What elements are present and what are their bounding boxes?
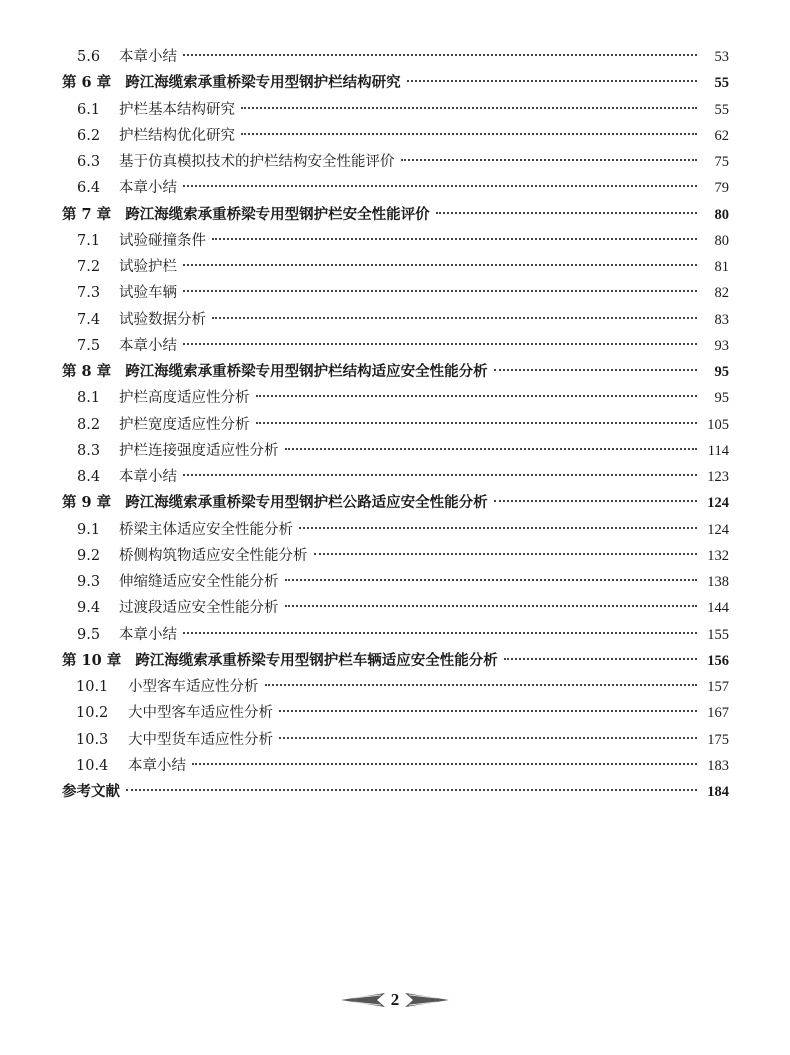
entry-page-number: 114	[707, 442, 729, 459]
entry-page-number: 82	[714, 285, 729, 302]
entry-number: 6.2	[77, 127, 101, 144]
toc-section-entry[interactable]	[62, 700, 729, 726]
entry-title: 护栏基本结构研究	[119, 101, 235, 118]
toc-section-entry[interactable]	[62, 438, 729, 464]
entry-number: 6.4	[77, 180, 101, 197]
entry-number: 9.1	[77, 521, 101, 538]
entry-page-number: 75	[714, 154, 729, 170]
toc-section-entry[interactable]	[62, 412, 729, 438]
entry-number: 7.2	[77, 259, 101, 275]
toc-chapter-entry[interactable]	[62, 648, 729, 674]
entry-page-number: 124	[707, 495, 729, 512]
entry-number: 6.3	[77, 154, 101, 170]
dot-leader	[183, 290, 697, 292]
toc-chapter-entry[interactable]	[62, 202, 729, 228]
table-of-contents	[62, 44, 729, 805]
entry-title: 本章小结	[119, 337, 177, 354]
entry-number: 10.2	[76, 705, 109, 722]
entry-title: 本章小结	[119, 49, 177, 65]
entry-page-number: 95	[714, 364, 729, 380]
toc-section-entry[interactable]	[62, 254, 729, 280]
dot-leader	[183, 185, 697, 187]
entry-page-number: 155	[707, 626, 729, 643]
left-arrow-ornament-icon	[341, 993, 385, 1007]
entry-page-number: 167	[707, 705, 729, 722]
entry-page-number: 53	[714, 49, 729, 65]
toc-section-entry[interactable]	[62, 622, 729, 648]
dot-leader	[285, 448, 698, 450]
toc-chapter-entry[interactable]	[62, 70, 729, 96]
dot-leader	[494, 500, 697, 502]
dot-leader	[436, 212, 697, 214]
entry-title: 桥侧构筑物适应安全性能分析	[119, 547, 308, 564]
toc-section-entry[interactable]	[62, 97, 729, 123]
entry-page-number: 184	[707, 784, 729, 800]
dot-leader	[401, 159, 698, 161]
entry-number: 8.2	[77, 416, 101, 433]
toc-section-entry[interactable]	[62, 123, 729, 149]
dot-leader	[192, 763, 697, 765]
entry-number: 第 9 章	[62, 494, 112, 512]
dot-leader	[212, 238, 697, 240]
entry-page-number: 81	[714, 259, 729, 275]
entry-page-number: 124	[707, 521, 729, 538]
toc-section-entry[interactable]	[62, 333, 729, 359]
entry-title: 护栏宽度适应性分析	[119, 416, 250, 433]
dot-leader	[285, 579, 698, 581]
dot-leader	[212, 317, 697, 319]
dot-leader	[126, 789, 697, 791]
entry-title: 跨江海缆索承重桥梁专用型钢护栏安全性能评价	[125, 205, 430, 223]
toc-section-entry[interactable]	[62, 543, 729, 569]
dot-leader	[407, 80, 697, 82]
entry-title: 跨江海缆索承重桥梁专用型钢护栏结构研究	[125, 74, 401, 92]
entry-number: 第 8 章	[62, 363, 112, 380]
entry-title: 桥梁主体适应安全性能分析	[119, 521, 293, 538]
entry-page-number: 123	[707, 469, 729, 485]
entry-number: 5.6	[77, 49, 101, 65]
dot-leader	[183, 343, 697, 345]
entry-number: 7.5	[77, 337, 101, 354]
entry-number: 10.4	[76, 757, 109, 774]
entry-title: 护栏结构优化研究	[119, 127, 235, 144]
toc-section-entry[interactable]	[62, 569, 729, 595]
toc-section-entry[interactable]	[62, 149, 729, 175]
toc-section-entry[interactable]	[62, 280, 729, 306]
entry-page-number: 83	[714, 311, 729, 328]
dot-leader	[299, 527, 697, 529]
entry-number: 9.2	[77, 547, 101, 564]
entry-title: 跨江海缆索承重桥梁专用型钢护栏车辆适应安全性能分析	[135, 651, 498, 669]
dot-leader	[183, 632, 697, 634]
entry-title: 大中型客车适应性分析	[128, 705, 273, 722]
toc-section-entry[interactable]	[62, 517, 729, 543]
entry-page-number: 79	[714, 180, 729, 197]
toc-chapter-entry[interactable]	[62, 779, 729, 805]
entry-number: 7.3	[77, 285, 101, 302]
entry-number: 9.4	[77, 600, 101, 617]
dot-leader	[265, 684, 698, 686]
dot-leader	[183, 474, 697, 476]
toc-section-entry[interactable]	[62, 674, 729, 700]
entry-page-number: 62	[714, 127, 729, 144]
dot-leader	[183, 54, 697, 56]
entry-number: 8.4	[77, 469, 101, 485]
toc-section-entry[interactable]	[62, 727, 729, 753]
dot-leader	[256, 395, 698, 397]
dot-leader	[285, 605, 698, 607]
entry-title: 本章小结	[119, 626, 177, 643]
right-arrow-ornament-icon	[405, 993, 449, 1007]
entry-title: 护栏高度适应性分析	[119, 390, 250, 407]
entry-page-number: 156	[707, 652, 729, 669]
entry-title: 本章小结	[128, 757, 186, 774]
entry-number: 第 10 章	[62, 651, 122, 669]
entry-number: 6.1	[77, 101, 101, 118]
toc-section-entry[interactable]	[62, 307, 729, 333]
entry-title: 护栏连接强度适应性分析	[119, 442, 279, 459]
entry-page-number: 80	[714, 232, 729, 249]
toc-section-entry[interactable]	[62, 385, 729, 411]
entry-title: 试验护栏	[119, 259, 177, 275]
page-number: 2	[390, 990, 400, 1009]
entry-page-number: 55	[714, 75, 729, 92]
entry-number: 8.1	[77, 390, 101, 407]
entry-title: 本章小结	[119, 180, 177, 197]
dot-leader	[256, 422, 698, 424]
entry-title: 跨江海缆索承重桥梁专用型钢护栏公路适应安全性能分析	[125, 494, 488, 512]
toc-section-entry[interactable]	[62, 175, 729, 201]
toc-section-entry[interactable]	[62, 228, 729, 254]
entry-number: 10.3	[76, 731, 109, 748]
entry-title: 小型客车适应性分析	[128, 679, 259, 695]
page-footer	[0, 990, 790, 1010]
entry-title: 本章小结	[119, 469, 177, 485]
toc-chapter-entry[interactable]	[62, 359, 729, 385]
dot-leader	[494, 369, 697, 371]
entry-page-number: 144	[707, 600, 729, 617]
entry-page-number: 95	[714, 390, 729, 407]
entry-title: 伸缩缝适应安全性能分析	[119, 574, 279, 590]
entry-number: 8.3	[77, 442, 101, 459]
entry-number: 9.5	[77, 626, 101, 643]
dot-leader	[279, 710, 697, 712]
toc-section-entry[interactable]	[62, 44, 729, 70]
entry-title: 试验车辆	[119, 285, 177, 302]
toc-section-entry[interactable]	[62, 753, 729, 779]
entry-number: 7.4	[77, 311, 101, 328]
entry-title: 大中型货车适应性分析	[128, 731, 273, 748]
entry-number: 第 7 章	[62, 205, 112, 223]
entry-number: 第 6 章	[62, 74, 112, 92]
entry-page-number: 138	[707, 574, 729, 590]
entry-number: 10.1	[76, 679, 109, 695]
dot-leader	[314, 553, 698, 555]
entry-number: 9.3	[77, 574, 101, 590]
entry-page-number: 183	[707, 757, 729, 774]
dot-leader	[279, 737, 697, 739]
entry-title: 基于仿真模拟技术的护栏结构安全性能评价	[119, 154, 395, 170]
entry-number: 7.1	[77, 232, 101, 249]
entry-page-number: 55	[714, 101, 729, 118]
entry-title: 跨江海缆索承重桥梁专用型钢护栏结构适应安全性能分析	[125, 363, 488, 380]
toc-section-entry[interactable]	[62, 464, 729, 490]
entry-title: 试验数据分析	[119, 311, 206, 328]
toc-section-entry[interactable]	[62, 595, 729, 621]
entry-page-number: 132	[707, 547, 729, 564]
entry-page-number: 175	[707, 731, 729, 748]
dot-leader	[183, 264, 697, 266]
entry-page-number: 80	[714, 206, 729, 223]
toc-chapter-entry[interactable]	[62, 490, 729, 516]
dot-leader	[241, 107, 697, 109]
entry-page-number: 105	[707, 416, 729, 433]
dot-leader	[241, 133, 697, 135]
dot-leader	[504, 658, 697, 660]
entry-title: 参考文献	[62, 783, 120, 800]
entry-page-number: 157	[707, 679, 729, 695]
entry-title: 试验碰撞条件	[119, 232, 206, 249]
entry-title: 过渡段适应安全性能分析	[119, 600, 279, 617]
entry-page-number: 93	[714, 337, 729, 354]
